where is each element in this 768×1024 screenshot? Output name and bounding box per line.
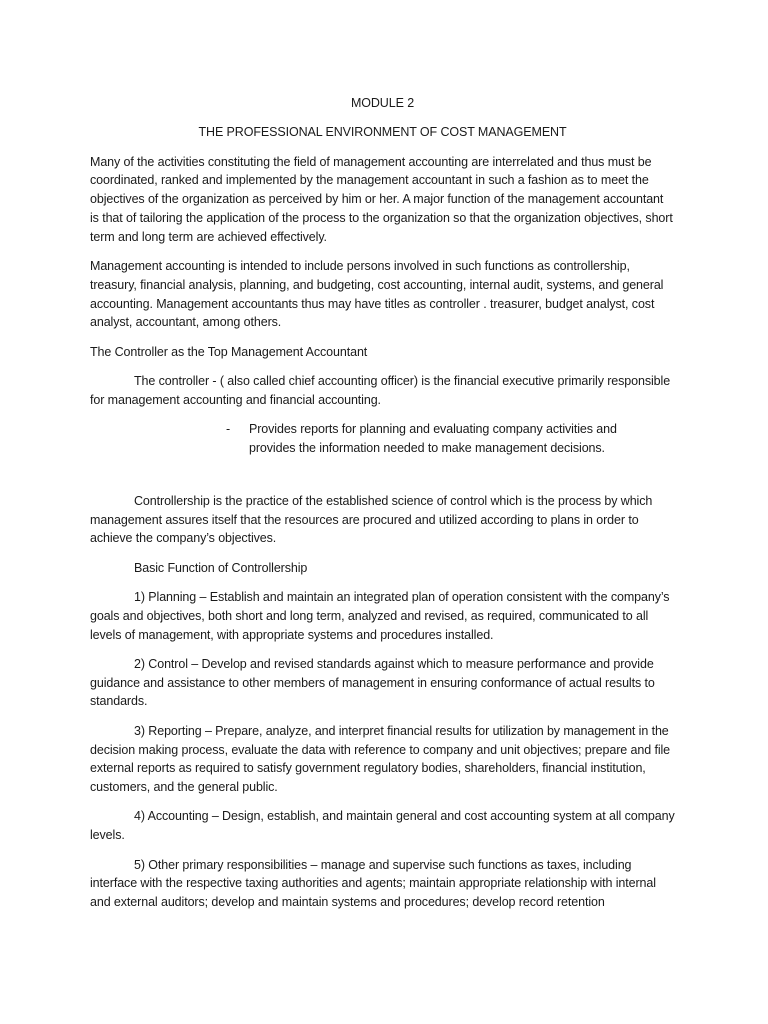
- bullet-text: Provides reports for planning and evaluating company activities and provides the information needed to make management decisions.: [249, 422, 617, 455]
- basic-function-heading: Basic Function of Controllership: [134, 560, 308, 575]
- intro-paragraph-2: Management accounting is intended to include persons involved in such functions as controllership, treasury, financial analysis, planning, and budgeting, cost accounting, internal audit, systems, and general accounting. Management accountants thus may have titles as controller . treasurer, budget analyst, cost analyst, accountant, among others.: [90, 259, 664, 330]
- module-title: MODULE 2: [350, 96, 415, 110]
- bullet-dash: -: [226, 422, 231, 437]
- controllership-paragraph: Controllership is the practice of the established science of control which is the process by which management assures itself that the resources are procured and utilized according to plans in order to achieve the company’s objectives.: [90, 493, 653, 546]
- controller-bullet: [90, 420, 675, 458]
- controller-paragraph: The controller - ( also called chief accounting officer) is the financial executive primarily responsible for management accounting and financial accounting.: [90, 374, 671, 407]
- document-body: [90, 94, 675, 922]
- function-planning: 1) Planning – Establish and maintain an integrated plan of operation consistent with the company’s goals and objectives, both short and long term, analyzed and revised, as required, communicated to all levels of management, with appropriate systems and procedures installed.: [90, 589, 670, 642]
- function-other-responsibilities: 5) Other primary responsibilities – manage and supervise such functions as taxes, including interface with the respective taxing authorities and agents; maintain appropriate relationship with internal and external auditors; develop and maintain systems and procedures; develop record retention: [90, 857, 656, 910]
- function-control: 2) Control – Develop and revised standards against which to measure performance and provide guidance and assistance to other members of management in ensuring conformance of actual results to standards.: [90, 656, 655, 709]
- main-heading: THE PROFESSIONAL ENVIRONMENT OF COST MANAGEMENT: [198, 125, 567, 140]
- function-reporting: 3) Reporting – Prepare, analyze, and interpret financial results for utilization by management in the decision making process, evaluate the data with reference to company and unit objectives; prepare and file external reports as required to satisfy government regulatory bodies, shareholders, financial institution, customers, and the general public.: [90, 723, 671, 795]
- intro-paragraph-1: Many of the activities constituting the field of management accounting are interrelated and thus must be coordinated, ranked and implemented by the management accountant in such a fashion as to meet the objectives of the organization as perceived by him or her. A major function of the management accountant is that of tailoring the application of the process to the organization so that the organization objectives, short term and long term are achieved effectively.: [90, 154, 673, 244]
- function-accounting: 4) Accounting – Design, establish, and maintain general and cost accounting system at all company levels.: [90, 809, 675, 843]
- controller-heading: The Controller as the Top Management Accountant: [90, 344, 368, 359]
